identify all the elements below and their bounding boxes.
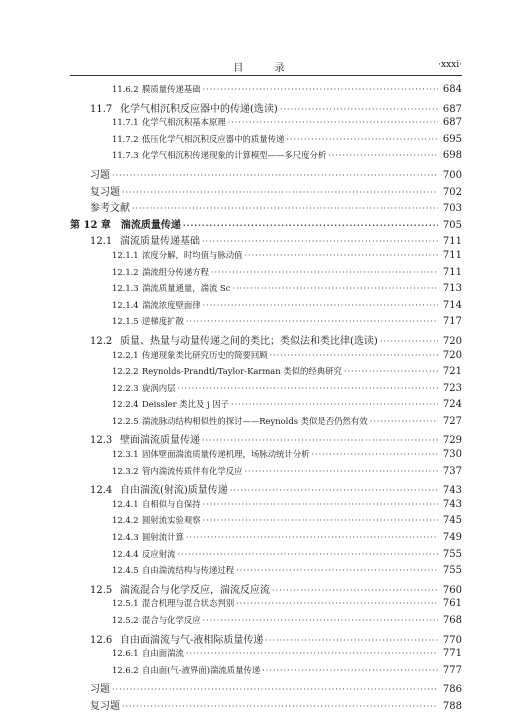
toc-entry-number: 12.3.1: [112, 449, 139, 460]
toc-entry-title: 湍流质量通量，湍流 Sc: [142, 283, 231, 294]
toc-entry-page: 770: [442, 634, 462, 646]
toc-entry-page: 695: [442, 133, 462, 145]
toc-entry-number: 第 12 章: [70, 219, 111, 231]
toc-entry: [70, 315, 462, 332]
toc-entry-page: 761: [442, 598, 462, 610]
dot-leader: [203, 84, 438, 94]
header-rule: [70, 75, 462, 76]
toc-entry: [70, 548, 462, 565]
toc-entry-title: 自相似与自保持: [142, 498, 201, 509]
dot-leader: [232, 283, 438, 293]
dot-leader: [186, 532, 438, 542]
toc-entry-page: 777: [442, 664, 462, 676]
toc-entry-page: 720: [442, 349, 462, 361]
toc-entry-page: 745: [442, 515, 462, 527]
toc-entry-page: 687: [442, 103, 462, 115]
dot-leader: [132, 203, 438, 214]
dot-leader: [262, 665, 438, 675]
dot-leader: [270, 350, 438, 360]
toc-entry-page: 713: [442, 283, 462, 295]
toc-entry-title: 圆射流计算: [142, 532, 184, 543]
toc-entry-title: Reynolds-Prandtl/Taylor-Karman 类似的经典研究: [142, 366, 342, 377]
dot-leader: [228, 117, 438, 127]
toc-entry-title: 反应射流: [142, 548, 176, 559]
toc-entry-number: 12.1.5: [112, 316, 139, 327]
toc-entry-title: 化学气相沉积基本原理: [142, 117, 226, 128]
toc-entry-page: 755: [442, 548, 462, 560]
toc-entry-title: 膜质量传递基础: [142, 84, 201, 94]
toc-entry-title: 混合与化学反应: [142, 615, 201, 625]
dot-leader: [203, 615, 438, 625]
toc-entry-number: 12.1.3: [112, 283, 139, 294]
toc-entry-page: 705: [442, 219, 462, 231]
toc-entry-number: 12.1.2: [112, 266, 139, 277]
toc-entry-number: 12.2.1: [112, 349, 139, 360]
toc-entry-page: 700: [442, 169, 462, 181]
toc-entry-page: 703: [442, 203, 462, 215]
toc-entry-title: 习题: [90, 169, 110, 181]
toc-entry-number: 12.1: [90, 236, 113, 248]
dot-leader: [312, 449, 439, 459]
toc-entry: [70, 183, 462, 200]
dot-leader: [122, 701, 438, 712]
running-title: 目 录: [233, 63, 299, 74]
toc-entry: [70, 282, 462, 299]
toc-entry-title: 旋涡内层: [142, 382, 176, 393]
toc-entry-number: 12.4.4: [112, 548, 139, 559]
dot-leader: [202, 435, 438, 446]
toc-entry: [70, 398, 462, 415]
dot-leader: [380, 336, 438, 347]
toc-entry-number: 11.7.3: [112, 150, 139, 161]
toc-entry-title: Deissler 类比及 j 因子: [142, 399, 230, 410]
toc-entry-page: 768: [442, 615, 462, 626]
toc-entry: [70, 597, 462, 614]
toc-entry-title: 湍流混合与化学反应，湍流反应流: [120, 584, 270, 596]
toc-entry-page: 743: [442, 485, 462, 497]
toc-entry: [70, 365, 462, 382]
toc-entry-page: 755: [442, 565, 462, 577]
table-of-contents: [70, 83, 462, 714]
toc-entry-title: 自由湍流结构与传递过程: [142, 565, 235, 576]
toc-entry: [70, 564, 462, 581]
toc-entry-number: 12.4: [90, 485, 113, 497]
toc-entry-number: 12.4.2: [112, 515, 139, 526]
dot-leader: [328, 150, 438, 160]
toc-entry-title: 湍流质量传递: [120, 219, 181, 231]
toc-entry-title: 自由面(气-液界面)湍流质量传递: [142, 664, 261, 675]
toc-entry-title: 质量、热量与动量传递之间的类比；类似法和类比律(选读): [120, 335, 378, 347]
toc-entry: [70, 481, 462, 498]
dot-leader: [203, 515, 438, 525]
toc-entry-number: 11.6.2: [112, 84, 139, 94]
toc-entry-title: 自由湍流(射流)质量传递: [120, 485, 228, 497]
toc-entry-title: 管内湍流传质伴有化学反应: [142, 465, 243, 476]
toc-entry-number: 11.7: [90, 103, 113, 115]
toc-entry-title: 湍流浓度壁面律: [142, 299, 201, 310]
toc-entry: [70, 149, 462, 166]
dot-leader: [236, 598, 438, 608]
toc-entry-page: 730: [442, 449, 462, 461]
toc-entry: [70, 199, 462, 216]
toc-entry-number: 12.2.5: [112, 415, 139, 426]
toc-entry: [70, 133, 462, 150]
toc-entry: [70, 415, 462, 432]
toc-entry-number: 12.5.2: [112, 615, 139, 625]
toc-entry: [70, 614, 462, 631]
toc-entry: [70, 697, 462, 714]
toc-entry-page: 771: [442, 648, 462, 660]
toc-entry-title: 湍流质量传递基础: [120, 236, 200, 248]
toc-entry-page: 711: [442, 236, 462, 248]
toc-entry: [70, 266, 462, 283]
toc-entry-page: 729: [442, 435, 462, 447]
toc-entry-title: 习题: [90, 684, 110, 696]
dot-leader: [203, 499, 438, 509]
dot-leader: [265, 635, 438, 646]
toc-entry-page: 727: [442, 415, 462, 427]
dot-leader: [245, 466, 439, 476]
toc-entry-title: 化学气相沉积传递现象的计算模型——多尺度分析: [142, 150, 327, 161]
toc-entry-number: 12.5.1: [112, 598, 139, 609]
toc-entry-page: 743: [442, 498, 462, 510]
toc-entry-page: 698: [442, 150, 462, 162]
dot-leader: [203, 300, 438, 310]
toc-entry-title: 湍流脉动结构相似性的探讨——Reynolds 类似是否仍然有效: [142, 415, 368, 426]
toc-entry-page: 788: [442, 700, 462, 712]
toc-entry-number: 12.4.3: [112, 532, 139, 543]
toc-entry: [70, 216, 462, 233]
dot-leader: [186, 316, 438, 326]
dot-leader: [186, 648, 438, 658]
toc-entry-page: 786: [442, 684, 462, 696]
dot-leader: [370, 416, 438, 426]
toc-entry: [70, 647, 462, 664]
dot-leader: [183, 220, 438, 231]
toc-entry-title: 自由面湍流: [142, 648, 184, 659]
dot-leader: [344, 366, 438, 376]
toc-entry: [70, 100, 462, 117]
toc-entry-number: 12.6.2: [112, 664, 139, 675]
toc-entry-title: 参考文献: [90, 203, 130, 215]
toc-entry-title: 固体壁面湍流质量传递机理，场脉动统计分析: [142, 449, 310, 460]
toc-entry: [70, 498, 462, 515]
toc-entry-number: 12.6: [90, 634, 113, 646]
toc-entry-page: 714: [442, 299, 462, 311]
toc-entry-title: 圆射流实验观察: [142, 515, 201, 526]
toc-entry-page: 687: [442, 117, 462, 129]
toc-entry-page: 711: [442, 249, 462, 261]
toc-entry-title: 传递现象类比研究历史的简要回顾: [142, 349, 268, 360]
toc-entry: [70, 465, 462, 482]
page-number: ·xxxi·: [438, 60, 462, 70]
toc-entry-number: 11.7.1: [112, 117, 139, 128]
toc-entry: [70, 349, 462, 366]
page-header: [70, 58, 462, 74]
toc-entry: [70, 431, 462, 448]
toc-entry-page: 724: [442, 399, 462, 411]
toc-entry-page: 760: [442, 584, 462, 596]
toc-entry: [70, 299, 462, 316]
toc-entry: [70, 664, 462, 681]
toc-entry-page: 749: [442, 532, 462, 544]
toc-entry-number: 12.5: [90, 584, 113, 596]
toc-entry-number: 12.4.5: [112, 565, 139, 576]
toc-entry-title: 低压化学气相沉积反应器中的质量传递: [142, 133, 285, 144]
dot-leader: [231, 399, 438, 409]
toc-entry-title: 湍流组分传递方程: [142, 266, 209, 277]
toc-entry: [70, 232, 462, 249]
dot-leader: [280, 104, 438, 115]
toc-entry-number: 12.2.3: [112, 382, 139, 393]
toc-entry-number: 12.4.1: [112, 498, 139, 509]
toc-entry: [70, 531, 462, 548]
toc-entry-number: 12.1.1: [112, 249, 139, 260]
toc-entry-number: 12.2.4: [112, 399, 139, 410]
toc-entry-page: 717: [442, 316, 462, 328]
dot-leader: [178, 383, 439, 393]
toc-entry-title: 复习题: [90, 186, 120, 198]
toc-entry: [70, 116, 462, 133]
toc-entry-title: 浓度分解，时均值与脉动值: [142, 249, 243, 260]
toc-entry-title: 壁面湍流质量传递: [120, 435, 200, 447]
toc-entry-title: 逆梯度扩散: [142, 316, 184, 327]
toc-entry-page: 721: [442, 366, 462, 378]
toc-entry: [70, 514, 462, 531]
dot-leader: [236, 565, 438, 575]
dot-leader: [112, 684, 438, 695]
dot-leader: [211, 267, 438, 277]
toc-entry: [70, 581, 462, 598]
toc-entry-number: 12.2: [90, 335, 113, 347]
toc-entry-page: 737: [442, 465, 462, 477]
dot-leader: [272, 585, 438, 596]
toc-entry-page: 723: [442, 382, 462, 394]
dot-leader: [230, 485, 438, 496]
toc-entry-page: 711: [442, 266, 462, 278]
toc-entry: [70, 332, 462, 349]
toc-entry-page: 684: [442, 84, 462, 95]
toc-entry-title: 复习题: [90, 700, 120, 712]
toc-entry-page: 702: [442, 186, 462, 198]
toc-entry-title: 化学气相沉积反应器中的传递(选读): [120, 103, 278, 115]
toc-entry-number: 12.6.1: [112, 648, 139, 659]
toc-entry: [70, 249, 462, 266]
toc-entry: [70, 680, 462, 697]
toc-entry-number: 12.1.4: [112, 299, 139, 310]
dot-leader: [112, 170, 438, 181]
toc-entry: [70, 83, 462, 100]
toc-entry-title: 自由面湍流与气-液相际质量传递: [120, 634, 264, 646]
dot-leader: [286, 134, 438, 144]
toc-entry-number: 12.3: [90, 435, 113, 447]
toc-entry-page: 720: [442, 335, 462, 347]
dot-leader: [122, 187, 438, 198]
toc-entry: [70, 166, 462, 183]
toc-entry: [70, 631, 462, 648]
dot-leader: [178, 549, 439, 559]
dot-leader: [245, 250, 439, 260]
toc-entry-title: 混合机理与混合状态判别: [142, 598, 235, 609]
dot-leader: [202, 236, 438, 247]
toc-entry-number: 12.3.2: [112, 465, 139, 476]
toc-entry: [70, 448, 462, 465]
toc-entry-number: 12.2.2: [112, 366, 139, 377]
toc-entry: [70, 382, 462, 399]
toc-entry-number: 11.7.2: [112, 133, 139, 144]
